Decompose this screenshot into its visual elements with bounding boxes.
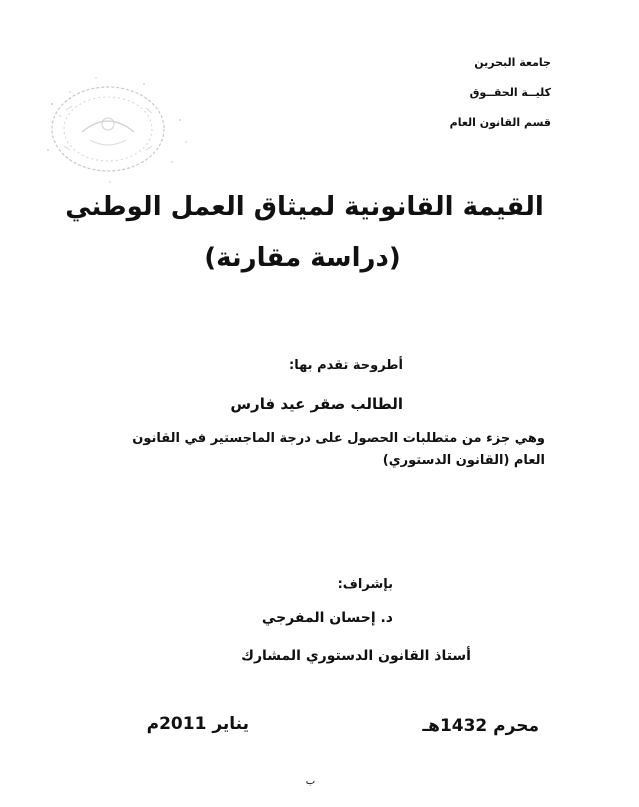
gregorian-date: يناير 2011م <box>146 714 249 734</box>
hijri-date: محرم 1432هـ <box>422 716 539 736</box>
supervisor-name: د. إحسان المفرجي <box>261 610 393 626</box>
thesis-subtitle: (دراسة مقارنة) <box>204 243 401 273</box>
submitted-by-label: أطروحة تقدم بها: <box>289 358 403 373</box>
page-number: ب <box>305 776 316 787</box>
supervision-label: بإشراف: <box>337 577 393 592</box>
university-seal-icon <box>46 80 170 178</box>
thesis-purpose: وهي جزء من متطلبات الحصول على درجة الماجستير في القانون العام (القانون الدستوري) <box>132 431 545 468</box>
student-name: الطالب صقر عيد فارس <box>230 395 403 413</box>
faculty-name: كليــة الحقــوق <box>469 86 551 99</box>
department-name: قسم القانون العام <box>449 116 551 129</box>
thesis-title: القيمة القانونية لميثاق العمل الوطني <box>65 192 544 222</box>
university-name: جامعة البحرين <box>474 56 551 69</box>
supervisor-rank: أستاذ القانون الدستوري المشارك <box>241 648 471 664</box>
